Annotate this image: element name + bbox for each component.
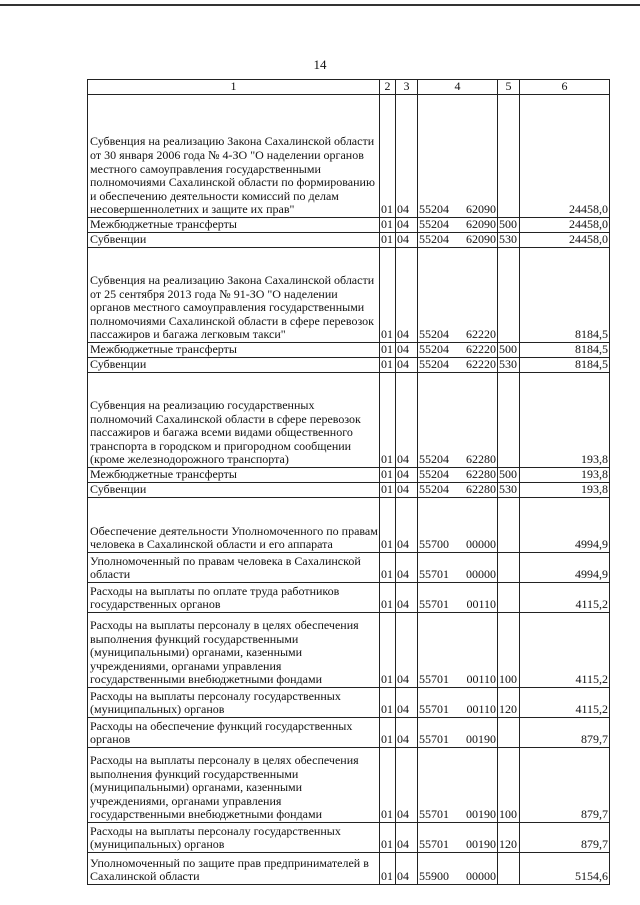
target-article-code-part2: 00190 [466, 807, 496, 822]
target-article-code-part2: 62280 [466, 467, 496, 482]
section-code: 01 [380, 823, 396, 853]
section-code: 01 [380, 95, 396, 218]
row-description: Расходы на выплаты персоналу государственных (муниципальных) органов [88, 688, 380, 718]
subsection-code: 04 [396, 583, 418, 613]
table-row [88, 553, 610, 583]
row-description: Субвенция на реализацию Закона Сахалинской области от 30 января 2006 года № 4-ЗО "О наделении органов местного самоуправления государственными полномочиями Сахалинской области по формированию и обеспечению деятельности комиссий по делам несовершеннолетних и защите их прав" [88, 95, 380, 218]
target-article-code-part1: 55204 [419, 232, 449, 247]
subsection-code: 04 [396, 233, 418, 248]
row-description: Расходы на обеспечение функций государственных органов [88, 718, 380, 748]
target-article-code-part2: 62220 [466, 357, 496, 372]
subsection-code: 04 [396, 748, 418, 823]
target-article-code-part2: 00110 [466, 672, 496, 687]
target-article-code-part1: 55900 [419, 869, 449, 884]
section-code: 01 [380, 498, 396, 553]
table-row [88, 95, 610, 218]
expense-type-code [498, 583, 520, 613]
row-description: Субвенции [88, 483, 380, 498]
table-row [88, 688, 610, 718]
subsection-code: 04 [396, 218, 418, 233]
target-article-code-part1: 55701 [419, 672, 449, 687]
target-article-code [418, 718, 498, 748]
row-description: Расходы на выплаты по оплате труда работников государственных органов [88, 583, 380, 613]
amount: 4115,2 [520, 583, 610, 613]
target-article-code-part1: 55701 [419, 702, 449, 717]
row-description: Субвенции [88, 233, 380, 248]
target-article-code-part2: 00000 [466, 537, 496, 552]
table-row [88, 343, 610, 358]
subsection-code: 04 [396, 468, 418, 483]
amount: 4994,9 [520, 553, 610, 583]
row-description: Межбюджетные трансферты [88, 343, 380, 358]
table-row [88, 483, 610, 498]
expense-type-code [498, 248, 520, 343]
subsection-code: 04 [396, 613, 418, 688]
target-article-code-part1: 55204 [419, 342, 449, 357]
header-cell: 6 [520, 80, 610, 95]
expense-type-code [498, 718, 520, 748]
amount: 879,7 [520, 823, 610, 853]
target-article-code [418, 343, 498, 358]
target-article-code [418, 483, 498, 498]
amount: 4115,2 [520, 613, 610, 688]
row-description: Расходы на выплаты персоналу в целях обеспечения выполнения функций государственными (муниципальными) органами, казенными учреждениями, органами управления государственными внебюджетными фондами [88, 748, 380, 823]
target-article-code-part1: 55204 [419, 467, 449, 482]
table-row [88, 468, 610, 483]
target-article-code-part1: 55700 [419, 537, 449, 552]
section-code: 01 [380, 613, 396, 688]
table-body [88, 95, 610, 885]
target-article-code-part2: 00000 [466, 869, 496, 884]
subsection-code: 04 [396, 373, 418, 468]
top-rule [0, 4, 640, 6]
subsection-code: 04 [396, 823, 418, 853]
row-description: Обеспечение деятельности Уполномоченного по правам человека в Сахалинской области и его аппарата [88, 498, 380, 553]
section-code: 01 [380, 343, 396, 358]
target-article-code-part1: 55204 [419, 217, 449, 232]
subsection-code: 04 [396, 718, 418, 748]
row-description: Межбюджетные трансферты [88, 468, 380, 483]
target-article-code-part1: 55204 [419, 482, 449, 497]
amount: 193,8 [520, 373, 610, 468]
target-article-code-part2: 62280 [466, 482, 496, 497]
row-description: Субвенция на реализацию Закона Сахалинской области от 25 сентября 2013 года № 91-ЗО "О наделении органов местного самоуправления государственными полномочиями Сахалинской области в сфере перевозок пассажиров и багажа легковым такси" [88, 248, 380, 343]
target-article-code [418, 248, 498, 343]
section-code: 01 [380, 748, 396, 823]
section-code: 01 [380, 718, 396, 748]
row-description: Межбюджетные трансферты [88, 218, 380, 233]
subsection-code: 04 [396, 95, 418, 218]
amount: 193,8 [520, 483, 610, 498]
section-code: 01 [380, 468, 396, 483]
expense-type-code: 500 [498, 218, 520, 233]
budget-table [87, 79, 610, 885]
header-cell: 5 [498, 80, 520, 95]
amount: 24458,0 [520, 233, 610, 248]
amount: 4994,9 [520, 498, 610, 553]
expense-type-code [498, 498, 520, 553]
target-article-code-part2: 62280 [466, 452, 496, 467]
amount: 4115,2 [520, 688, 610, 718]
target-article-code-part1: 55204 [419, 357, 449, 372]
table-row [88, 358, 610, 373]
target-article-code-part1: 55701 [419, 807, 449, 822]
subsection-code: 04 [396, 358, 418, 373]
section-code: 01 [380, 358, 396, 373]
section-code: 01 [380, 483, 396, 498]
table-row [88, 233, 610, 248]
table-row [88, 248, 610, 343]
target-article-code-part2: 00110 [466, 597, 496, 612]
target-article-code-part1: 55204 [419, 202, 449, 217]
expense-type-code: 530 [498, 233, 520, 248]
row-description: Расходы на выплаты персоналу в целях обеспечения выполнения функций государственными (муниципальными) органами, казенными учреждениями, органами управления государственными внебюджетными фондами [88, 613, 380, 688]
header-cell: 3 [396, 80, 418, 95]
target-article-code [418, 853, 498, 885]
table-row [88, 373, 610, 468]
page-number: 14 [313, 57, 327, 72]
expense-type-code [498, 373, 520, 468]
row-description: Субвенция на реализацию государственных полномочий Сахалинской области в сфере перевозок пассажиров и багажа всеми видами общественного транспорта в городском и пригородном сообщении (кроме железнодорожного транспорта) [88, 373, 380, 468]
table-row [88, 613, 610, 688]
target-article-code [418, 613, 498, 688]
subsection-code: 04 [396, 853, 418, 885]
target-article-code-part1: 55204 [419, 327, 449, 342]
expense-type-code [498, 553, 520, 583]
section-code: 01 [380, 583, 396, 613]
row-description: Уполномоченный по правам человека в Сахалинской области [88, 553, 380, 583]
amount: 879,7 [520, 748, 610, 823]
expense-type-code: 500 [498, 468, 520, 483]
table-row [88, 748, 610, 823]
expense-type-code: 120 [498, 823, 520, 853]
target-article-code-part2: 62090 [466, 232, 496, 247]
section-code: 01 [380, 248, 396, 343]
target-article-code [418, 218, 498, 233]
target-article-code [418, 468, 498, 483]
row-description: Субвенции [88, 358, 380, 373]
amount: 879,7 [520, 718, 610, 748]
amount: 24458,0 [520, 218, 610, 233]
table-row [88, 583, 610, 613]
amount: 5154,6 [520, 853, 610, 885]
target-article-code-part2: 00190 [466, 837, 496, 852]
target-article-code [418, 498, 498, 553]
target-article-code-part2: 62220 [466, 342, 496, 357]
section-code: 01 [380, 853, 396, 885]
target-article-code [418, 358, 498, 373]
target-article-code [418, 95, 498, 218]
table-row [88, 218, 610, 233]
amount: 193,8 [520, 468, 610, 483]
target-article-code-part1: 55701 [419, 597, 449, 612]
table-row [88, 823, 610, 853]
target-article-code [418, 583, 498, 613]
expense-type-code [498, 853, 520, 885]
amount: 8184,5 [520, 248, 610, 343]
section-code: 01 [380, 553, 396, 583]
target-article-code-part2: 00000 [466, 567, 496, 582]
target-article-code-part2: 00110 [466, 702, 496, 717]
target-article-code-part2: 62220 [466, 327, 496, 342]
target-article-code-part2: 62090 [466, 202, 496, 217]
row-description: Уполномоченный по защите прав предпринимателей в Сахалинской области [88, 853, 380, 885]
table-row [88, 718, 610, 748]
target-article-code-part1: 55701 [419, 567, 449, 582]
subsection-code: 04 [396, 483, 418, 498]
target-article-code-part1: 55701 [419, 732, 449, 747]
target-article-code-part1: 55701 [419, 837, 449, 852]
header-cell: 4 [418, 80, 498, 95]
header-cell: 1 [88, 80, 380, 95]
target-article-code-part1: 55204 [419, 452, 449, 467]
table-row [88, 498, 610, 553]
header-cell: 2 [380, 80, 396, 95]
amount: 8184,5 [520, 358, 610, 373]
target-article-code [418, 373, 498, 468]
target-article-code-part2: 62090 [466, 217, 496, 232]
expense-type-code [498, 95, 520, 218]
expense-type-code: 100 [498, 748, 520, 823]
target-article-code [418, 748, 498, 823]
subsection-code: 04 [396, 553, 418, 583]
table-row [88, 853, 610, 885]
target-article-code [418, 233, 498, 248]
subsection-code: 04 [396, 248, 418, 343]
expense-type-code: 530 [498, 483, 520, 498]
row-description: Расходы на выплаты персоналу государственных (муниципальных) органов [88, 823, 380, 853]
subsection-code: 04 [396, 343, 418, 358]
section-code: 01 [380, 373, 396, 468]
target-article-code [418, 553, 498, 583]
expense-type-code: 530 [498, 358, 520, 373]
section-code: 01 [380, 218, 396, 233]
target-article-code-part2: 00190 [466, 732, 496, 747]
section-code: 01 [380, 233, 396, 248]
section-code: 01 [380, 688, 396, 718]
expense-type-code: 500 [498, 343, 520, 358]
target-article-code [418, 823, 498, 853]
subsection-code: 04 [396, 688, 418, 718]
expense-type-code: 120 [498, 688, 520, 718]
expense-type-code: 100 [498, 613, 520, 688]
amount: 8184,5 [520, 343, 610, 358]
amount: 24458,0 [520, 95, 610, 218]
subsection-code: 04 [396, 498, 418, 553]
target-article-code [418, 688, 498, 718]
table-header-row [88, 80, 610, 95]
